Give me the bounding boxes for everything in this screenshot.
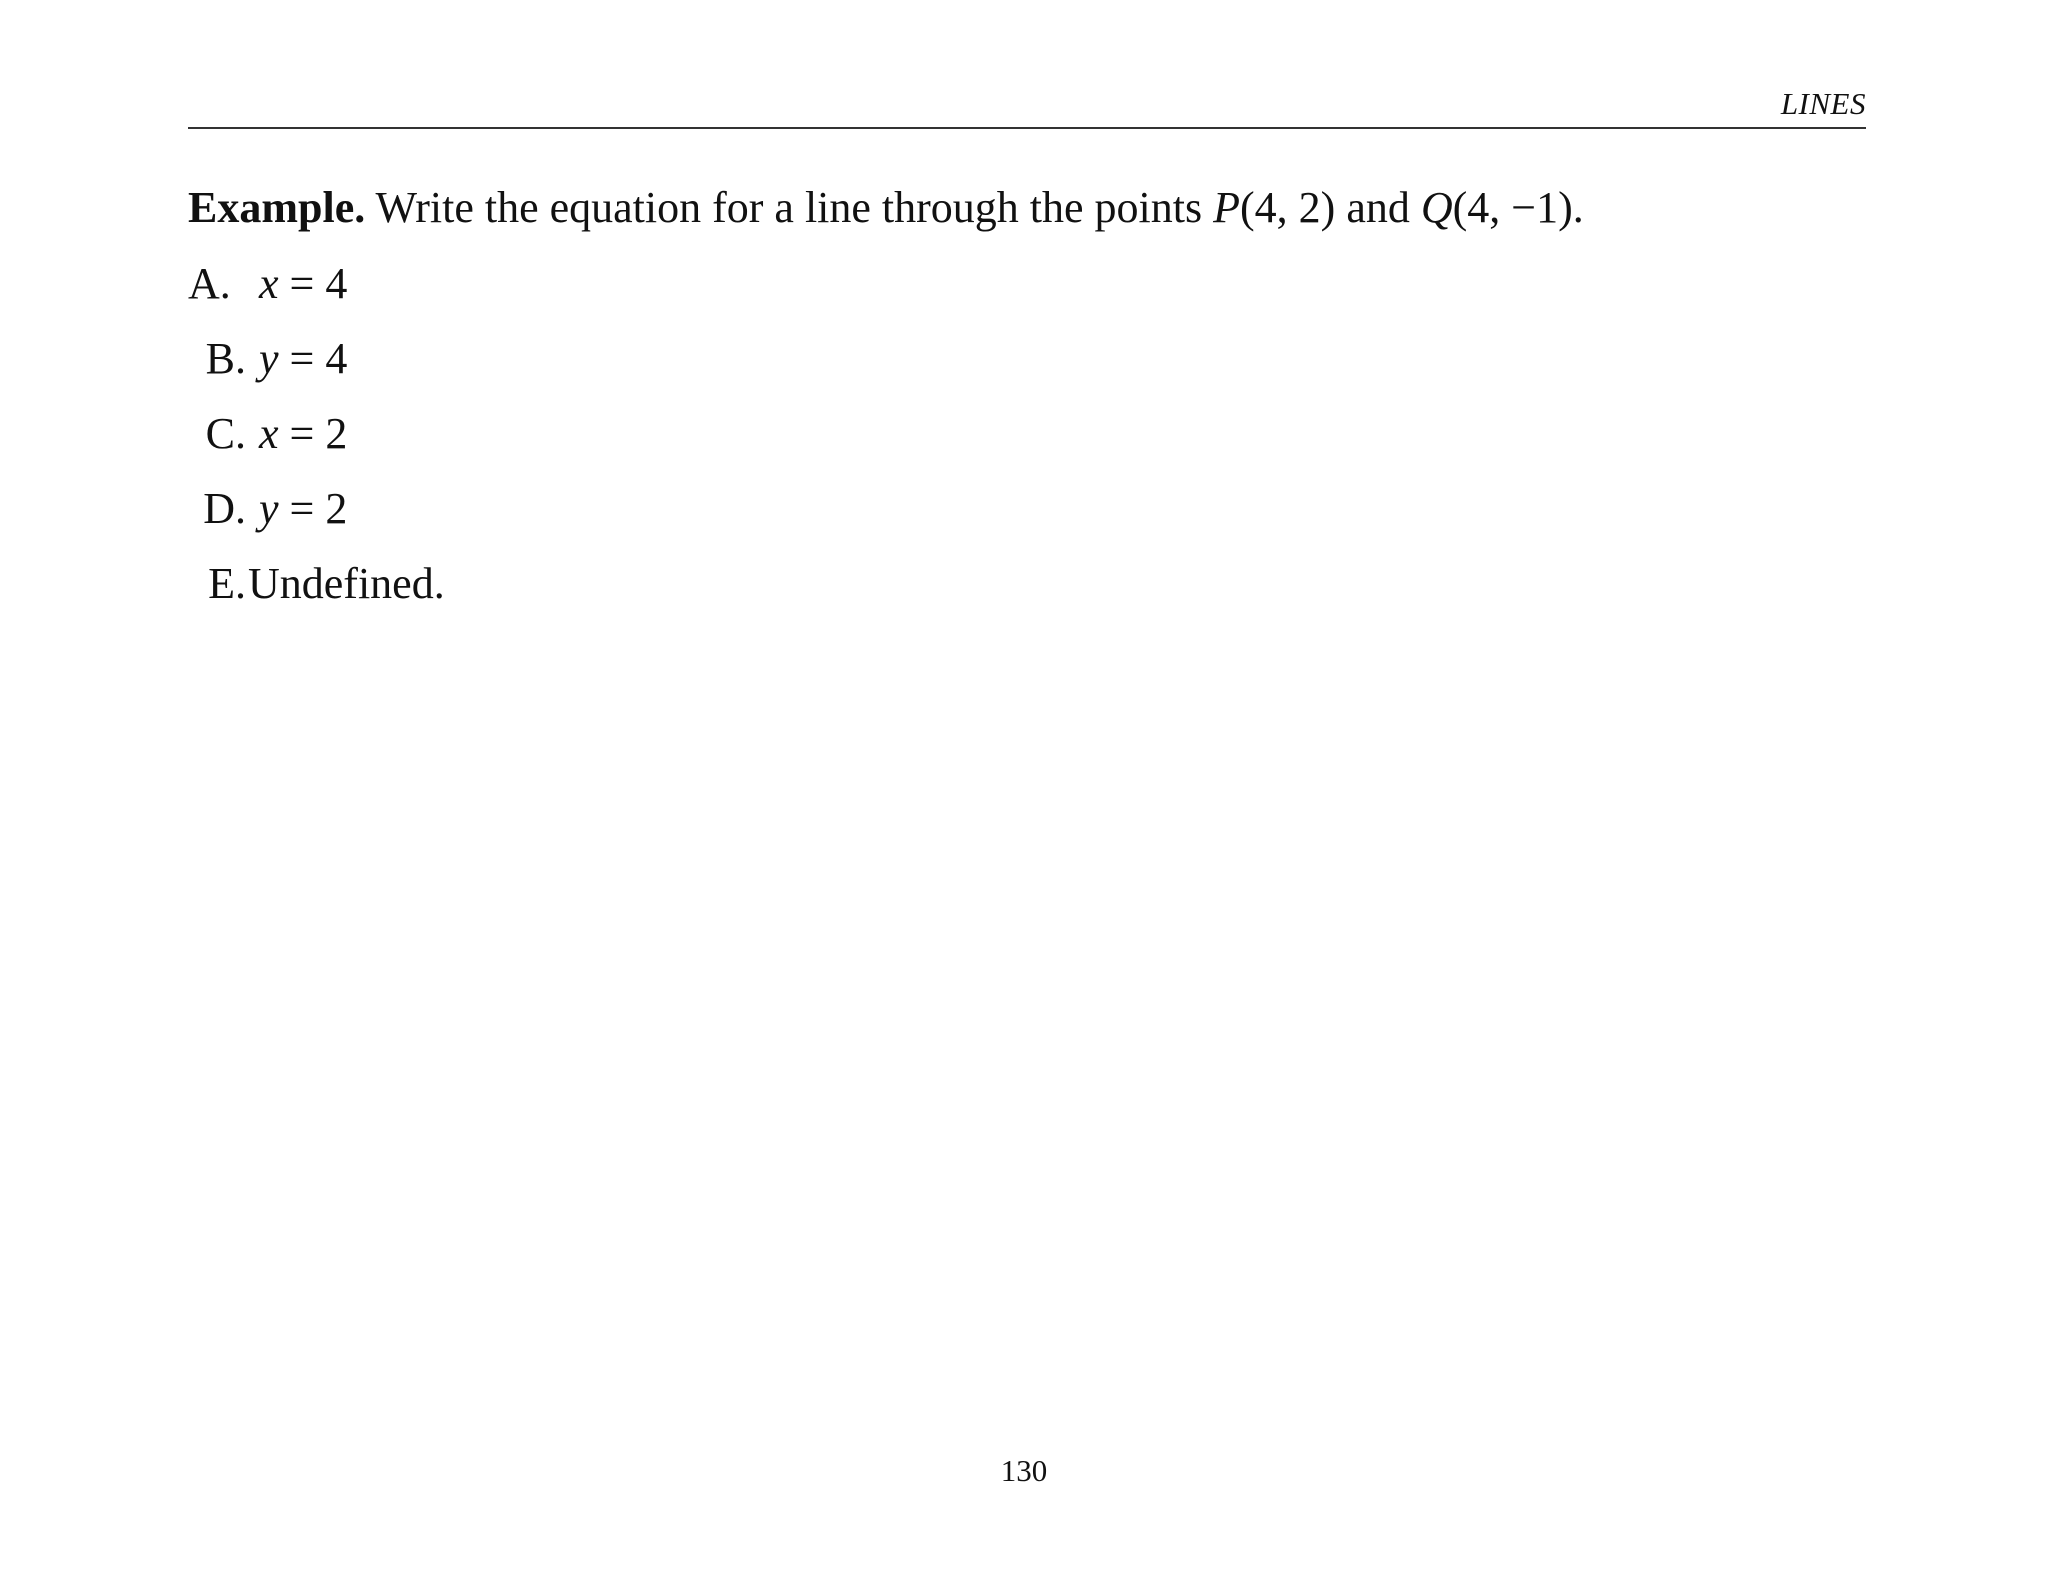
- choice-letter: B.: [205, 334, 246, 383]
- question-end: .: [1572, 183, 1584, 232]
- question-lead: Example.: [188, 183, 366, 232]
- header-rule: [188, 127, 1866, 129]
- question-body: Write the equation for a line through the points: [375, 183, 1203, 232]
- choice-value: = 4: [289, 334, 348, 383]
- point-p-name: P: [1213, 183, 1241, 232]
- question-text: [188, 182, 1584, 233]
- choice-variable: y: [259, 484, 279, 533]
- choice-value: = 4: [289, 259, 348, 308]
- choice-letter: E.: [208, 559, 246, 608]
- choice-b: [188, 332, 445, 407]
- choice-value: = 2: [289, 409, 348, 458]
- running-head: LINES: [1780, 86, 1866, 121]
- choice-letter: D.: [203, 484, 246, 533]
- choice-e: [188, 557, 445, 632]
- question-conjunction: and: [1346, 183, 1410, 232]
- choice-letter: C.: [205, 409, 246, 458]
- choice-c: [188, 407, 445, 482]
- choice-variable: x: [259, 409, 279, 458]
- choice-d: [188, 482, 445, 557]
- choice-a: [188, 257, 445, 332]
- point-q-name: Q: [1420, 183, 1453, 232]
- answer-choices: [188, 257, 445, 632]
- page-number: 130: [1000, 1453, 1048, 1488]
- choice-value: Undefined.: [248, 559, 445, 608]
- choice-variable: x: [259, 259, 279, 308]
- choice-letter: A.: [188, 259, 231, 308]
- choice-variable: y: [259, 334, 279, 383]
- point-p-coords: (4, 2): [1240, 183, 1336, 232]
- point-q-coords: (4, −1): [1452, 183, 1573, 232]
- choice-value: = 2: [289, 484, 348, 533]
